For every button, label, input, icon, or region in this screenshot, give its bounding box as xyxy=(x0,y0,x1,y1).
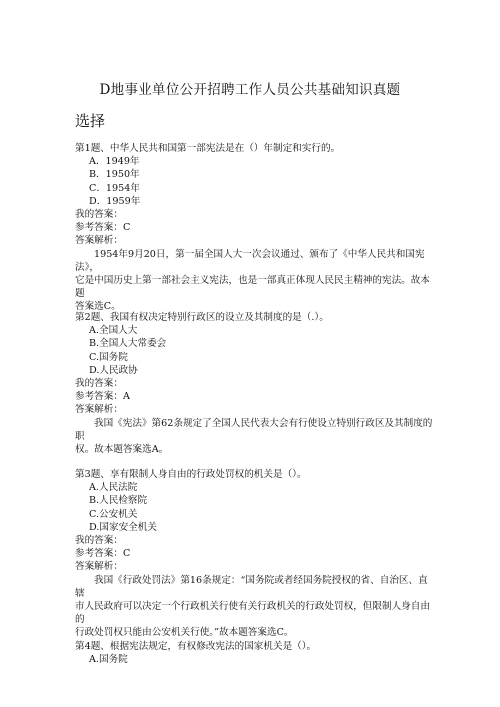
option-c: C.公安机关 xyxy=(89,508,138,520)
section-heading: 选择 xyxy=(75,112,106,130)
analysis-line: 它是中国历史上第一部社会主义宪法，也是一部真正体现人民民主精神的宪法。故本题 xyxy=(75,275,430,300)
reference-answer: 参考答案：C xyxy=(75,548,131,560)
reference-answer: 参考答案：C xyxy=(75,222,131,234)
option-d: D.国家安全机关 xyxy=(89,521,157,533)
analysis-label: 答案解析： xyxy=(75,561,123,573)
analysis-line: 权。故本题答案选A。 xyxy=(75,444,169,456)
my-answer-label: 我的答案： xyxy=(75,535,123,547)
option-a: A.国务院 xyxy=(89,653,128,665)
option-a: A．1949年 xyxy=(89,156,140,168)
question-4-stem: 第4题、根据宪法规定，有权修改宪法的国家机关是（）。 xyxy=(75,640,317,652)
analysis-line: 市人民政府可以决定一个行政机关行使有关行政机关的行政处罚权，但限制人身自由的 xyxy=(75,601,430,626)
option-b: B.人民检察院 xyxy=(89,495,148,507)
question-stem: 第3题、享有限制人身自由的行政处罚权的机关是（）。 xyxy=(75,469,307,480)
analysis-line: 答案选C。 xyxy=(75,301,121,313)
option-c: C．1954年 xyxy=(89,182,140,194)
analysis-line: 1954年9月20日，第一届全国人大一次会议通过、颁布了《中华人民共和国宪法》， xyxy=(75,248,425,273)
analysis-label: 答案解析： xyxy=(75,235,123,247)
reference-answer: 参考答案：A xyxy=(75,391,130,403)
option-b: B.全国人大常委会 xyxy=(89,338,167,350)
option-c: C.国务院 xyxy=(89,351,128,363)
my-answer-label: 我的答案： xyxy=(75,378,123,390)
question-stem: 第1题、中华人民共和国第一部宪法是在（）年制定和实行的。 xyxy=(75,143,341,154)
option-a: A.全国人大 xyxy=(89,325,138,337)
option-b: B．1950年 xyxy=(89,169,140,181)
my-answer-label: 我的答案： xyxy=(75,209,123,221)
question-2 xyxy=(75,311,435,456)
analysis-label: 答案解析： xyxy=(75,404,123,416)
question-1 xyxy=(75,142,435,314)
document-title: D地事业单位公开招聘工作人员公共基础知识真题 xyxy=(99,82,401,98)
question-stem: 第2题、我国有权决定特别行政区的设立及其制度的是（.）。 xyxy=(75,312,329,323)
option-d: D.人民政协 xyxy=(89,364,138,376)
option-d: D．1959年 xyxy=(89,195,141,207)
analysis-line: 我国《宪法》第62条规定了全国人民代表大会有行使设立特别行政区及其制度的职 xyxy=(75,417,433,442)
analysis-line: 行政处罚权只能由公安机关行使。”故本题答案选C。 xyxy=(75,627,294,639)
question-3 xyxy=(75,468,435,666)
option-a: A.人民法院 xyxy=(89,482,138,494)
analysis-line: 我国《行政处罚法》第16条规定：“国务院或者经国务院授权的省、自治区、直辖 xyxy=(75,574,428,599)
